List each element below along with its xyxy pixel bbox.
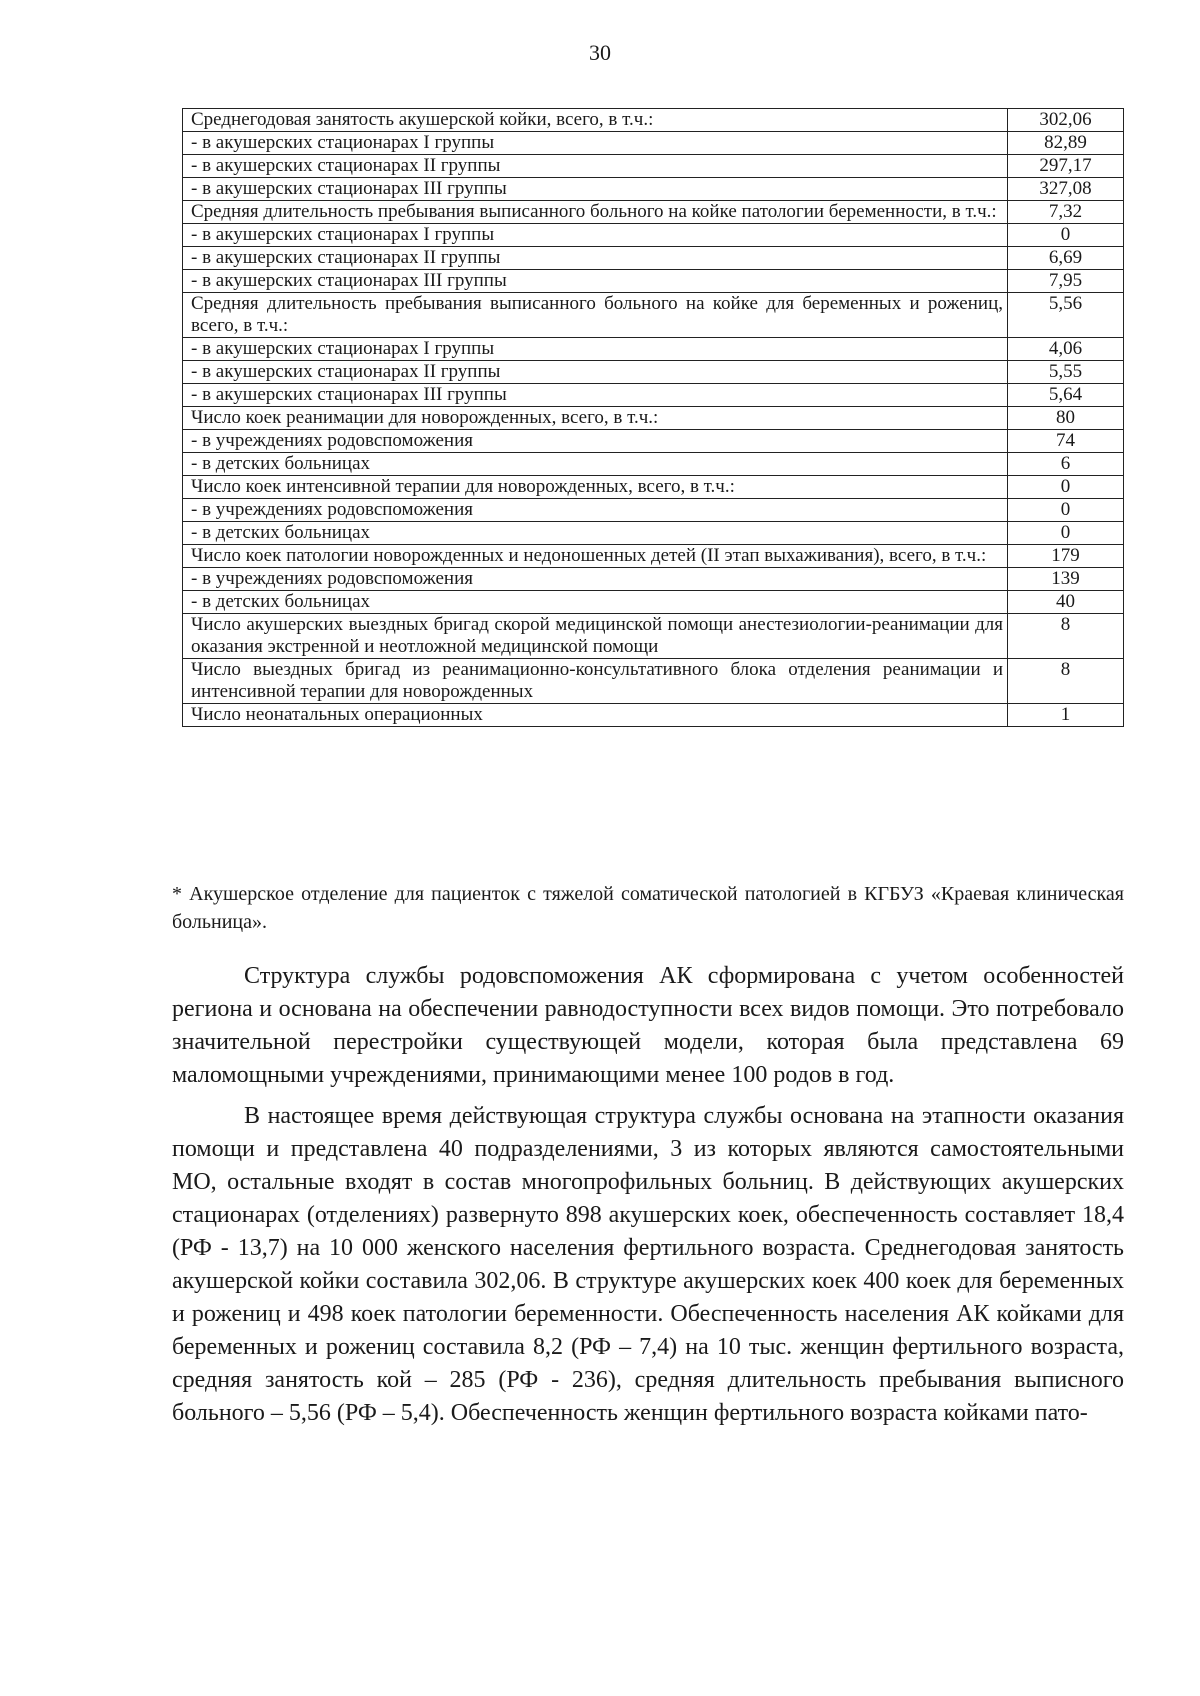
table-row xyxy=(183,453,1124,476)
table-row xyxy=(183,704,1124,727)
row-value: 327,08 xyxy=(1008,178,1124,201)
row-value: 74 xyxy=(1008,430,1124,453)
row-value: 297,17 xyxy=(1008,155,1124,178)
row-value: 6 xyxy=(1008,453,1124,476)
row-label: - в детских больницах xyxy=(183,522,1008,545)
row-value: 5,64 xyxy=(1008,384,1124,407)
row-value: 82,89 xyxy=(1008,132,1124,155)
row-label: Средняя длительность пребывания выписанного больного на койке патологии беременности, в т.ч.: xyxy=(183,201,1008,224)
row-value: 0 xyxy=(1008,224,1124,247)
table-row xyxy=(183,568,1124,591)
row-label: Число коек патологии новорожденных и недоношенных детей (II этап выхаживания), всего, в т.ч.: xyxy=(183,545,1008,568)
table-row xyxy=(183,499,1124,522)
row-value: 80 xyxy=(1008,407,1124,430)
statistics-table xyxy=(182,108,1124,727)
table-row xyxy=(183,591,1124,614)
row-label: - в акушерских стационарах III группы xyxy=(183,384,1008,407)
table-row xyxy=(183,407,1124,430)
row-value: 302,06 xyxy=(1008,109,1124,132)
row-label: - в учреждениях родовспоможения xyxy=(183,568,1008,591)
table-row xyxy=(183,247,1124,270)
paragraph-1: Структура службы родовспоможения АК сформирована с учетом особенностей региона и основана на обеспечении равнодоступности всех видов помощи. Это потребовало значительной перестройки существующей модели, которая была представлена 69 маломощными учреждениями, принимающими менее 100 родов в год. xyxy=(172,963,1124,1088)
row-value: 0 xyxy=(1008,499,1124,522)
row-label: Средняя длительность пребывания выписанного больного на койке для беременных и рожениц, всего, в т.ч.: xyxy=(183,293,1008,338)
row-value: 6,69 xyxy=(1008,247,1124,270)
row-label: - в акушерских стационарах I группы xyxy=(183,338,1008,361)
row-label: - в учреждениях родовспоможения xyxy=(183,499,1008,522)
row-value: 4,06 xyxy=(1008,338,1124,361)
table-row xyxy=(183,476,1124,499)
row-label: - в акушерских стационарах II группы xyxy=(183,247,1008,270)
row-label: Число коек интенсивной терапии для новорожденных, всего, в т.ч.: xyxy=(183,476,1008,499)
row-value: 8 xyxy=(1008,614,1124,659)
body-text xyxy=(172,960,1124,1438)
table-row xyxy=(183,361,1124,384)
table-row xyxy=(183,338,1124,361)
row-value: 7,95 xyxy=(1008,270,1124,293)
table-row xyxy=(183,155,1124,178)
table-row xyxy=(183,109,1124,132)
row-label: - в акушерских стационарах II группы xyxy=(183,155,1008,178)
row-value: 8 xyxy=(1008,659,1124,704)
footnote: * Акушерское отделение для пациенток с тяжелой соматической патологией в КГБУЗ «Краевая клиническая больница». xyxy=(172,883,1124,933)
page-number: 30 xyxy=(589,40,611,65)
row-label: - в акушерских стационарах I группы xyxy=(183,224,1008,247)
table-row xyxy=(183,224,1124,247)
table-row xyxy=(183,201,1124,224)
paragraph-2: В настоящее время действующая структура службы основана на этапности оказания помощи и представлена 40 подразделениями, 3 из которых являются самостоятельными МО, остальные входят в состав многопрофильных больниц. В действующих акушерских стационарах (отделениях) развернуто 898 акушерских коек, обеспеченность составляет 18,4 (РФ - 13,7) на 10 000 женского населения фертильного возраста. Среднегодовая занятость акушерской койки составила 302,06. В структуре акушерских коек 400 коек для беременных и рожениц и 498 коек патологии беременности. Обеспеченность населения АК койками для беременных и рожениц составила 8,2 (РФ – 7,4) на 10 тыс. женщин фертильного возраста, средняя занятость кой – 285 (РФ - 236), средняя длительность пребывания выписного больного – 5,56 (РФ – 5,4). Обеспеченность женщин фертильного возраста койками пато- xyxy=(172,1103,1124,1426)
row-value: 139 xyxy=(1008,568,1124,591)
row-value: 40 xyxy=(1008,591,1124,614)
row-value: 0 xyxy=(1008,476,1124,499)
row-label: - в акушерских стационарах I группы xyxy=(183,132,1008,155)
row-value: 7,32 xyxy=(1008,201,1124,224)
row-value: 1 xyxy=(1008,704,1124,727)
table-body xyxy=(183,109,1124,727)
table-row xyxy=(183,614,1124,659)
table-row xyxy=(183,384,1124,407)
table-row xyxy=(183,293,1124,338)
table-row xyxy=(183,659,1124,704)
row-label: - в акушерских стационарах II группы xyxy=(183,361,1008,384)
row-label: - в акушерских стационарах III группы xyxy=(183,270,1008,293)
table-row xyxy=(183,430,1124,453)
row-label: Среднегодовая занятость акушерской койки, всего, в т.ч.: xyxy=(183,109,1008,132)
row-label: Число коек реанимации для новорожденных, всего, в т.ч.: xyxy=(183,407,1008,430)
table-row xyxy=(183,270,1124,293)
table-row xyxy=(183,545,1124,568)
row-label: Число неонатальных операционных xyxy=(183,704,1008,727)
table-row xyxy=(183,522,1124,545)
table-row xyxy=(183,132,1124,155)
row-label: - в детских больницах xyxy=(183,453,1008,476)
row-label: - в детских больницах xyxy=(183,591,1008,614)
row-value: 0 xyxy=(1008,522,1124,545)
row-value: 179 xyxy=(1008,545,1124,568)
row-label: Число акушерских выездных бригад скорой медицинской помощи анестезиологии-реанимации для оказания экстренной и неотложной медицинской помощи xyxy=(183,614,1008,659)
row-label: Число выездных бригад из реанимационно-консультативного блока отделения реанимации и интенсивной терапии для новорожденных xyxy=(183,659,1008,704)
row-value: 5,55 xyxy=(1008,361,1124,384)
row-label: - в акушерских стационарах III группы xyxy=(183,178,1008,201)
row-value: 5,56 xyxy=(1008,293,1124,338)
table-row xyxy=(183,178,1124,201)
row-label: - в учреждениях родовспоможения xyxy=(183,430,1008,453)
